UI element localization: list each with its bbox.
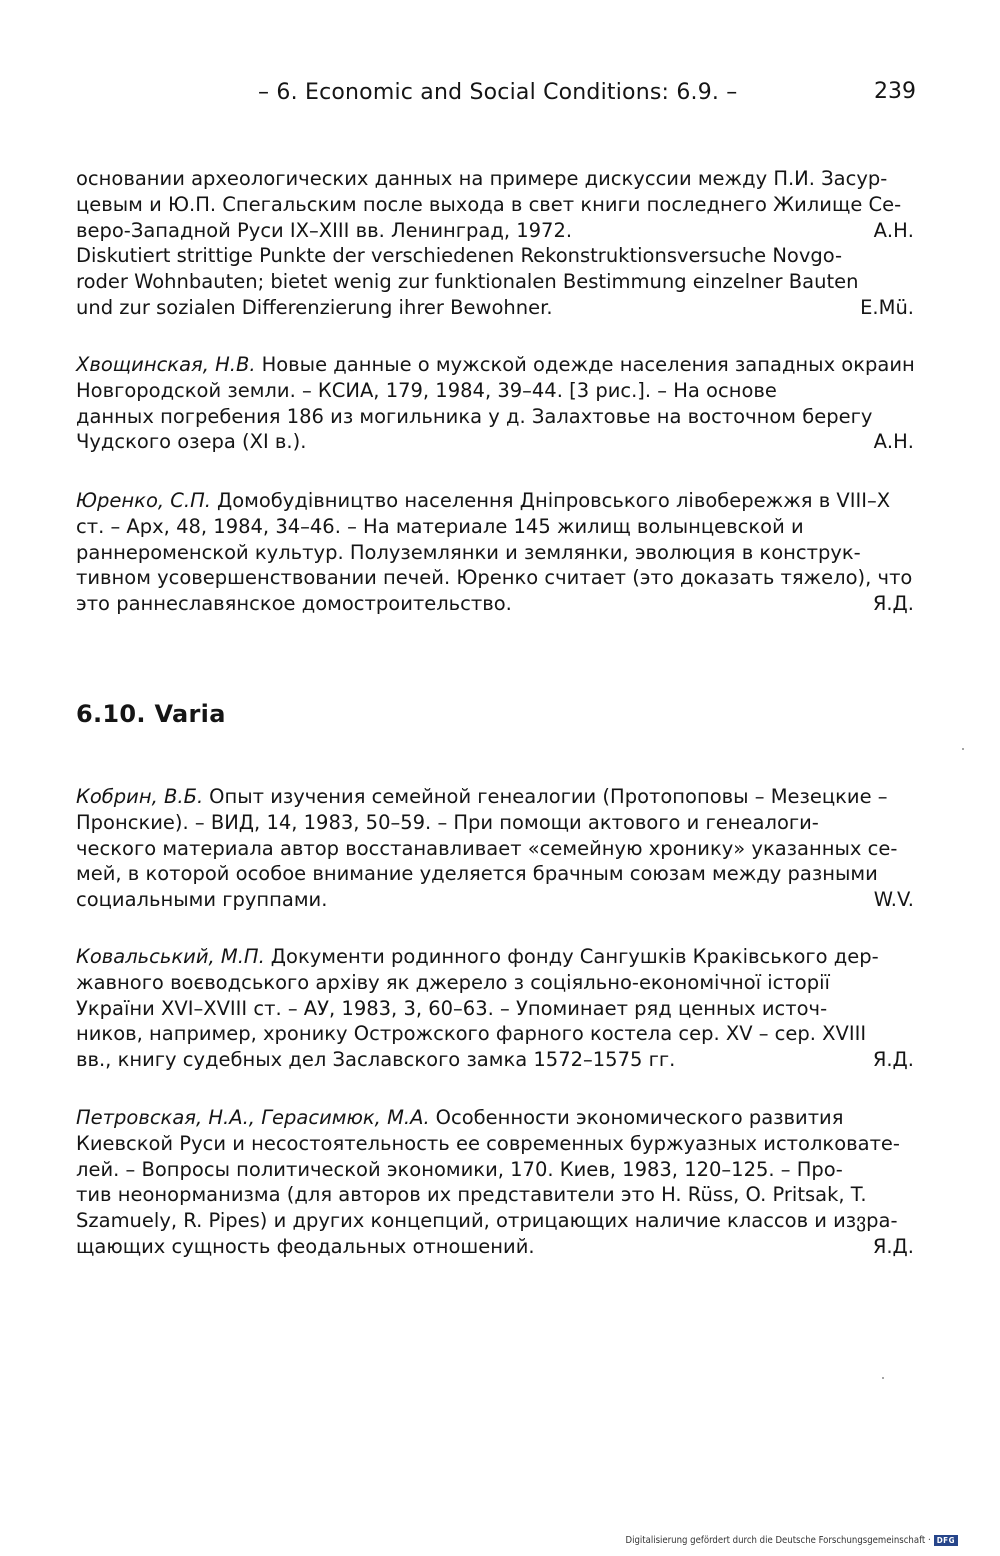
entry-author: Кобрин, В.Б.	[76, 785, 204, 808]
dfg-logo: DFG	[934, 1535, 958, 1546]
line-text: цевым и Ю.П. Спегальским после выхода в свет книги последнего Жилище Се-	[76, 192, 902, 216]
line-text: ческого материала автор восстанавливает «семейную хронику» указанных се-	[76, 836, 898, 860]
entry-line	[76, 295, 914, 321]
bibliography-entry	[76, 488, 914, 617]
bibliography-entry	[76, 944, 914, 1073]
line-text: Киевской Руси и несостоятельность ее современных буржуазных истолковате-	[76, 1131, 900, 1155]
line-text: веро-Западной Руси IX–XIII вв. Ленинград, 1972.	[76, 218, 573, 242]
entry-line	[76, 269, 914, 295]
section-heading: 6.10. Varia	[76, 700, 226, 728]
line-text: мей, в которой особое внимание уделяется брачным союзам между разными	[76, 862, 878, 886]
line-text: Пронские). – ВИД, 14, 1983, 50–59. – При помощи актового и генеалоги-	[76, 810, 819, 834]
line-text: тив неонорманизма (для авторов их представители это H. Rüss, O. Pritsak, T.	[76, 1183, 867, 1207]
reviewer-initials: А.Н.	[873, 430, 914, 454]
line-text: Diskutiert strittige Punkte der verschiedenen Rekonstruktionsversuche Novgo-	[76, 244, 843, 268]
bibliography-entry	[76, 1105, 914, 1260]
line-text: тивном усовершенствовании печей. Юренко считает (это доказать тяжело), что	[76, 566, 913, 590]
entry-line	[76, 1234, 914, 1260]
line-text: ников, например, хронику Острожского фарного костела сер. XV – сер. XVIII	[76, 1022, 867, 1046]
line-text: Опыт изучения семейной генеалогии (Протопоповы – Мезецкие –	[209, 785, 888, 808]
running-head: – 6. Economic and Social Conditions: 6.9. –	[258, 80, 738, 105]
line-text: данных погребения 186 из могильника у д. Залахтовье на восточном берегу	[76, 404, 873, 428]
reviewer-initials: W.V.	[873, 888, 914, 912]
entry-line	[76, 591, 914, 617]
entry-line	[76, 514, 914, 540]
line-text: Особенности экономического развития	[435, 1106, 844, 1129]
entry-line	[76, 243, 914, 269]
entry-line	[76, 836, 914, 862]
line-text: України XVI–XVIII ст. – АУ, 1983, 3, 60–63. – Упоминает ряд ценных источ-	[76, 996, 828, 1020]
line-text: Чудского озера (XI в.).	[76, 430, 307, 454]
line-text: раннероменской культур. Полуземлянки и землянки, эволюция в конструк-	[76, 540, 861, 564]
bibliography-entry	[76, 352, 914, 455]
entry-line	[76, 996, 914, 1022]
entry-line	[76, 565, 914, 591]
entry-line	[76, 404, 914, 430]
entry-line	[76, 1131, 914, 1157]
line-text: roder Wohnbauten; bietet wenig zur funktionalen Bestimmung einzelner Bauten	[76, 270, 859, 294]
entry-line	[76, 166, 914, 192]
entry-line	[76, 218, 914, 244]
line-text: Документи родинного фонду Сангушків Краківського дер-	[270, 945, 879, 968]
reviewer-initials: E.Mü.	[860, 295, 914, 319]
line-text: это раннеславянское домостроительство.	[76, 592, 512, 616]
entry-line	[76, 540, 914, 566]
entry-line	[76, 1157, 914, 1183]
line-text: социальными группами.	[76, 888, 328, 912]
line-text: основании археологических данных на примере дискуссии между П.И. Засур-	[76, 167, 888, 190]
footer-credit	[625, 1535, 958, 1546]
reviewer-initials: Я.Д.	[872, 592, 914, 616]
entry-line	[76, 1182, 914, 1208]
line-text: вв., книгу судебных дел Заславского замка 1572–1575 гг.	[76, 1048, 676, 1072]
reviewer-initials: Я.Д.	[872, 1048, 914, 1072]
bibliography-entry	[76, 784, 914, 913]
scan-speck	[962, 748, 964, 750]
entry-line	[76, 810, 914, 836]
entry-line	[76, 378, 914, 404]
entry-line	[76, 1208, 914, 1234]
reviewer-initials: А.Н.	[873, 218, 914, 242]
entry-author: Ковальський, М.П.	[76, 945, 265, 968]
entry-author: Хвощинская, Н.В.	[76, 353, 256, 376]
entry-line	[76, 352, 914, 378]
entry-author: Петровская, Н.А., Герасимюк, М.А.	[76, 1106, 430, 1129]
entry-line	[76, 1047, 914, 1073]
line-text: щающих сущность феодальных отношений.	[76, 1234, 535, 1258]
entry-line	[76, 1021, 914, 1047]
line-text: Новые данные о мужской одежде населения западных окраин	[261, 353, 915, 376]
line-text: лей. – Вопросы политической экономики, 170. Киев, 1983, 120–125. – Про-	[76, 1157, 843, 1181]
entry-line	[76, 861, 914, 887]
footer-credit-text: Digitalisierung gefördert durch die Deutsche Forschungsgemeinschaft ·	[625, 1535, 931, 1546]
reviewer-initials: Я.Д.	[872, 1234, 914, 1258]
entry-line	[76, 944, 914, 970]
line-text: Новгородской земли. – КСИА, 179, 1984, 39–44. [3 рис.]. – На основе	[76, 378, 777, 402]
entry-line	[76, 784, 914, 810]
entry-line	[76, 970, 914, 996]
scan-speck	[882, 1377, 884, 1379]
entry-author: Юренко, С.П.	[76, 489, 211, 512]
entry-line	[76, 1105, 914, 1131]
line-text: ст. – Арх, 48, 1984, 34–46. – На материале 145 жилищ волынцевской и	[76, 514, 804, 538]
line-text: жавного воєводського архіву як джерело з соціяльно-економічної історії	[76, 970, 830, 994]
line-text: und zur sozialen Differenzierung ihrer Bewohner.	[76, 295, 553, 319]
entry-line	[76, 488, 914, 514]
entry-line	[76, 429, 914, 455]
page-number: 239	[874, 79, 916, 104]
entry-line	[76, 192, 914, 218]
line-text: Szamuely, R. Pipes) и других концепций, отрицающих наличие классов и изვра-	[76, 1209, 898, 1233]
line-text: Домобудівництво населення Дніпровського лівобережжя в VIII–X	[216, 489, 891, 512]
entry-continued	[76, 166, 914, 321]
entry-line	[76, 887, 914, 913]
